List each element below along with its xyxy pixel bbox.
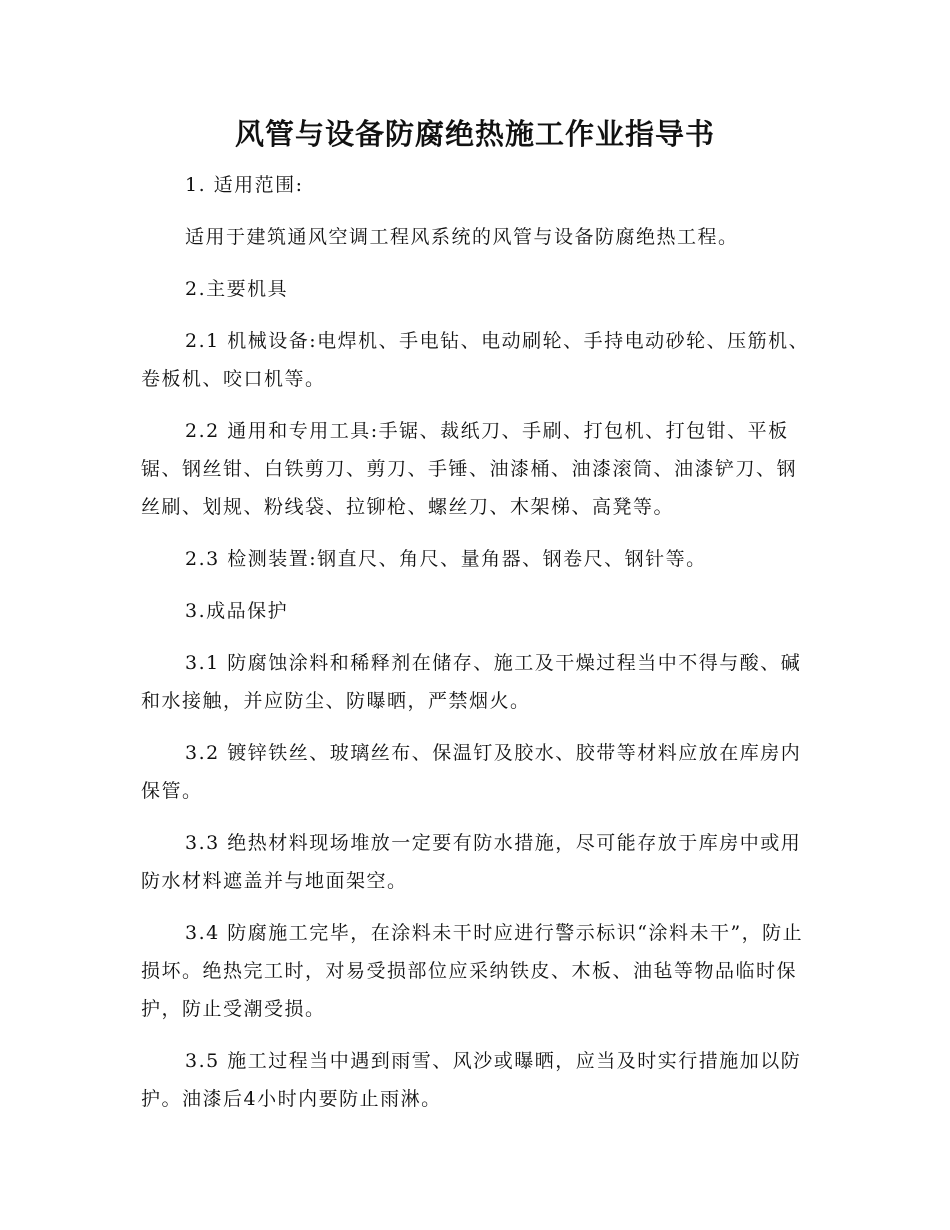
section-3-4-text: 3.4 防腐施工完毕，在涂料未干时应进行警示标识“涂料未干”，防止损坏。绝热完工时，对易受损部位应采纳铁皮、木板、油毡等物品临时保护，防止受潮受损。 xyxy=(141,922,804,1020)
document-body xyxy=(141,166,811,1132)
section-2-heading: 2.主要机具 xyxy=(185,278,289,300)
section-1-text: 适用于建筑通风空调工程风系统的风管与设备防腐绝热工程。 xyxy=(185,226,739,248)
section-2-2-text: 2.2 通用和专用工具:手锯、裁纸刀、手刷、打包机、打包钳、平板锯、钢丝钳、白铁剪刀、剪刀、手锤、油漆桶、油漆滚筒、油漆铲刀、钢丝刷、划规、粉线袋、拉铆枪、螺丝刀、木架梯、高凳等。 xyxy=(141,420,798,518)
section-1-heading: 1. 适用范围: xyxy=(185,174,304,196)
section-3-3-text: 3.3 绝热材料现场堆放一定要有防水措施，尽可能存放于库房中或用防水材料遮盖并与地面架空。 xyxy=(141,832,802,892)
section-3-heading: 3.成品保护 xyxy=(185,600,289,622)
section-2-1-text: 2.1 机械设备:电焊机、手电钻、电动刷轮、手持电动砂轮、压筋机、卷板机、咬口机等。 xyxy=(141,330,810,390)
section-3-5-text: 3.5 施工过程当中遇到雨雪、风沙或曝晒，应当及时实行措施加以防护。油漆后4小时内要防止雨淋。 xyxy=(141,1050,802,1110)
section-3-2-text: 3.2 镀锌铁丝、玻璃丝布、保温钉及胶水、胶带等材料应放在库房内保管。 xyxy=(141,742,802,802)
section-2-3-text: 2.3 检测装置:钢直尺、角尺、量角器、钢卷尺、钢针等。 xyxy=(185,548,707,570)
section-3-1-text: 3.1 防腐蚀涂料和稀释剂在储存、施工及干燥过程当中不得与酸、碱和水接触，并应防尘、防曝晒，严禁烟火。 xyxy=(141,652,802,712)
document-title: 风管与设备防腐绝热施工作业指导书 xyxy=(234,117,715,151)
